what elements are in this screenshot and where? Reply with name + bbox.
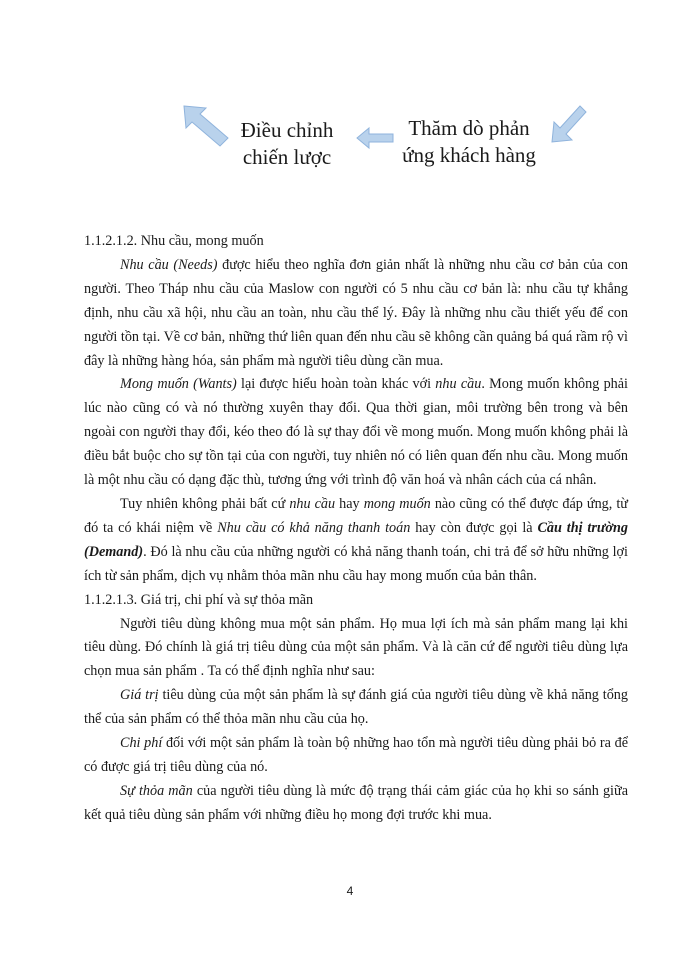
paragraph-value-definition — [84, 684, 628, 732]
box-left-line-1: Điều chỉnh — [240, 118, 334, 142]
paragraph-satisfaction-definition — [84, 780, 628, 828]
term-market-demand: Cầu thị trường (Demand) — [84, 519, 628, 560]
paragraph-demand-text-1: Tuy nhiên không phải bất cứ — [120, 495, 290, 512]
paragraph-satisfaction-text: của người tiêu dùng là mức độ trạng thái cảm giác của họ khi so sánh giữa kết quả tiêu dùng sản phẩm với những điều họ mong đợi trước khi mua. — [84, 782, 628, 823]
paragraph-cost-text: đối với một sản phẩm là toàn bộ những hao tổn mà người tiêu dùng phải bỏ ra để có được giá trị tiêu dùng của nó. — [84, 735, 628, 775]
box-right-line-1: Thăm dò phản — [408, 116, 530, 140]
paragraph-demand-text-5: . Đó là nhu cầu của những người có khả năng thanh toán, chi trả để sở hữu những lợi ích từ sản phẩm, dịch vụ nhằm thỏa mãn nhu cầu hay mong muốn của bản thân. — [84, 543, 628, 584]
term-needs: Nhu cầu (Needs) — [120, 256, 218, 273]
paragraph-demand — [84, 493, 628, 589]
term-value: Giá trị — [120, 687, 159, 704]
term-cost: Chi phí — [120, 735, 163, 752]
probe-customer-response-box — [395, 115, 543, 169]
left-arrow-icon — [355, 126, 395, 150]
down-left-arrow-icon — [548, 104, 588, 146]
paragraph-needs-text: được hiểu theo nghĩa đơn giản nhất là những nhu cầu cơ bản của con người. Theo Tháp nhu cầu của Maslow con người có 5 nhu cầu cơ bản là: nhu cầu tự khẳng định, nhu cầu xã hội, nhu cầu an toàn, nhu cầu thể lý. Đây là những nhu cầu thiết yếu để con người tồn tại. Về cơ bản, những thứ liên quan đến nhu cầu sẽ không cần quảng bá quá rầm rộ vì đây là những hàng hóa, sản phẩm mà người tiêu dùng cần mua. — [84, 256, 628, 369]
section-heading-value-cost-satisfaction: 1.1.2.1.3. Giá trị, chi phí và sự thỏa mãn — [84, 591, 314, 608]
page-number: 4 — [346, 884, 354, 898]
term-needs-inline-2: nhu cầu — [289, 495, 336, 512]
term-effective-demand: Nhu cầu có khả năng thanh toán — [217, 519, 411, 536]
paragraph-cost-definition — [84, 732, 628, 780]
adjust-strategy-box — [232, 117, 342, 171]
term-satisfaction: Sự thỏa mãn — [120, 782, 193, 799]
paragraph-wants-text-2: . Mong muốn không phải lúc nào cũng có và nó thường xuyên thay đổi. Qua thời gian, môi trường bên trong và bên ngoài con người thay đổi, kéo theo đó là sự thay đổi về mong muốn. Mong muốn không phải là điều bắt buộc cho sự tồn tại của con người, tuy nhiên nó có liên quan đến nhu cầu. Mong muốn là một nhu cầu có dạng đặc thù, tương ứng với trình độ văn hoá và nhân cách của cá nhân. — [84, 376, 628, 489]
paragraph-wants-text-1: lại được hiểu hoàn toàn khác với — [236, 376, 436, 393]
section-heading-needs-wants: 1.1.2.1.2. Nhu cầu, mong muốn — [84, 233, 264, 249]
paragraph-demand-text-2: hay — [335, 495, 364, 512]
term-wants-inline: mong muốn — [363, 495, 431, 512]
paragraph-consumer-value: Người tiêu dùng không mua một sản phẩm. Họ mua lợi ích mà sản phẩm mang lại khi tiêu dùng. Đó chính là giá trị tiêu dùng của một sản phẩm. Và là căn cứ để người tiêu dùng lựa chọn mua sản phẩm . Ta có thể định nghĩa như sau: — [84, 615, 628, 680]
paragraph-demand-text-4: hay còn được gọi là — [410, 519, 538, 536]
paragraph-demand-text-3: nào cũng có thể được đáp ứng, từ đó ta có khái niệm về — [84, 495, 628, 536]
up-left-arrow-icon — [182, 104, 232, 148]
paragraph-needs — [84, 254, 628, 374]
paragraph-wants — [84, 373, 628, 493]
document-body — [84, 230, 628, 828]
box-right-line-2: ứng khách hàng — [402, 143, 536, 167]
process-diagram — [0, 90, 700, 190]
term-wants: Mong muốn (Wants) — [120, 376, 237, 393]
paragraph-value-text: tiêu dùng của một sản phẩm là sự đánh giá của người tiêu dùng về khả năng tổng thể của sản phẩm có thể thỏa mãn nhu cầu của họ. — [84, 687, 628, 728]
box-left-line-2: chiến lược — [242, 145, 332, 169]
term-needs-inline: nhu cầu — [435, 376, 482, 393]
